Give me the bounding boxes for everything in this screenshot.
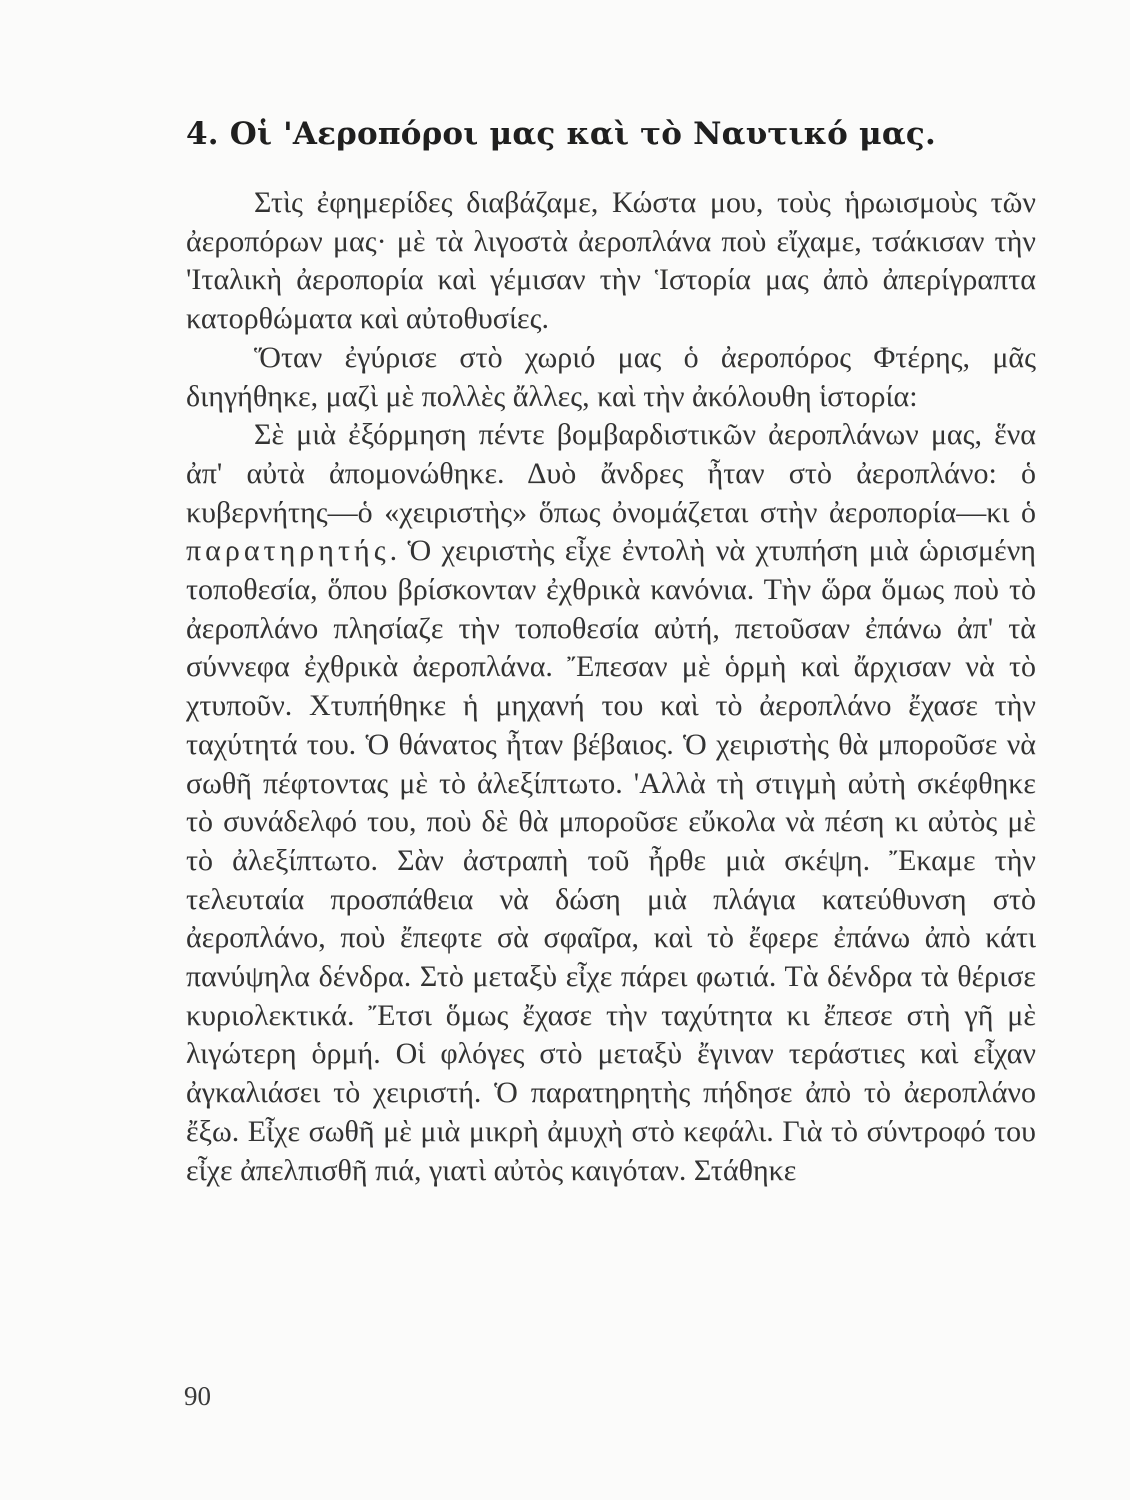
paragraph-3 (186, 416, 1036, 1190)
body-text (186, 184, 1036, 1190)
paragraph-3-rest: . Ὁ χειριστὴς εἶχε ἐντολὴ νὰ χτυπήση μιὰ ὡρισμένη τοποθεσία, ὅπου βρίσκονταν ἐχθρικὰ κανόνια. Τὴν ὥρα ὅμως ποὺ τὸ ἀεροπλάνο πλησίαζε τὴν τοποθεσία αὐτή, πετοῦσαν ἐπάνω ἀπ' τὰ σύννεφα ἐχθρικὰ ἀεροπλάνα. Ἔπεσαν μὲ ὁρμὴ καὶ ἄρχισαν νὰ τὸ χτυποῦν. Χτυπήθηκε ἡ μηχανή του καὶ τὸ ἀεροπλάνο ἔχασε τὴν ταχύτητά του. Ὁ θάνατος ἦταν βέβαιος. Ὁ χειριστὴς θὰ μποροῦσε νὰ σωθῆ πέφτοντας μὲ τὸ ἀλεξίπτωτο. 'Αλλὰ τὴ στιγμὴ αὐτὴ σκέφθηκε τὸ συνάδελφό του, ποὺ δὲ θὰ μποροῦσε εὔκολα νὰ πέση κι αὐτὸς μὲ τὸ ἀλεξίπτωτο. Σὰν ἀστραπὴ τοῦ ἦρθε μιὰ σκέψη. Ἔκαμε τὴν τελευταία προσπάθεια νὰ δώση μιὰ πλάγια κατεύθυνση στὸ ἀεροπλάνο, ποὺ ἔπεφτε σὰ σφαῖρα, καὶ τὸ ἔφερε ἐπάνω ἀπὸ κάτι πανύψηλα δένδρα. Στὸ μεταξὺ εἶχε πάρει φωτιά. Τὰ δένδρα τὰ θέρισε κυριολεκτικά. Ἔτσι ὅμως ἔχασε τὴν ταχύτητα κι ἔπεσε στὴ γῆ μὲ λιγώτερη ὁρμή. Οἱ φλόγες στὸ μεταξὺ ἔγιναν τεράστιες καὶ εἶχαν ἀγκαλιάσει τὸ χειριστή. Ὁ παρατηρητὴς πήδησε ἀπὸ τὸ ἀεροπλάνο ἔξω. Εἶχε σωθῆ μὲ μιὰ μικρὴ ἀμυχὴ στὸ κεφάλι. Γιὰ τὸ σύντροφό του εἶχε ἀπελπισθῆ πιά, γιατὶ αὐτὸς καιγόταν. Στάθηκε (186, 534, 1036, 1187)
paragraph-3-start: Σὲ μιὰ ἐξόρμηση πέντε βομβαρδιστικῶν ἀεροπλάνων μας, ἕνα ἀπ' αὐτὰ ἀπομονώθηκε. Δυὸ ἄνδρες ἦταν στὸ ἀεροπλάνο: ὁ κυβερνήτης—ὁ «χειριστὴς» ὅπως ὀνομάζεται στὴν ἀεροπορία—κι ὁ (186, 418, 1036, 529)
paragraph-1: Στὶς ἐφημερίδες διαβάζαμε, Κώστα μου, τοὺς ἡρωισμοὺς τῶν ἀεροπόρων μας· μὲ τὰ λιγοστὰ ἀεροπλάνα ποὺ εἴχαμε, τσάκισαν τὴν 'Ιταλικὴ ἀεροπορία καὶ γέμισαν τὴν Ἱστορία μας ἀπὸ ἀπερίγραπτα κατορθώματα καὶ αὐτοθυσίες. (186, 186, 1036, 336)
spaced-emphasis-word: παρατηρητής (186, 534, 390, 568)
section-title: 4. Οἱ 'Αεροπόροι μας καὶ τὸ Ναυτικό μας. (186, 116, 936, 152)
page-number: 90 (184, 1381, 211, 1411)
paragraph-2: Ὅταν ἐγύρισε στὸ χωριό μας ὁ ἀεροπόρος Φτέρης, μᾶς διηγήθηκε, μαζὶ μὲ πολλὲς ἄλλες, καὶ τὴν ἀκόλουθη ἱστορία: (186, 340, 1036, 413)
